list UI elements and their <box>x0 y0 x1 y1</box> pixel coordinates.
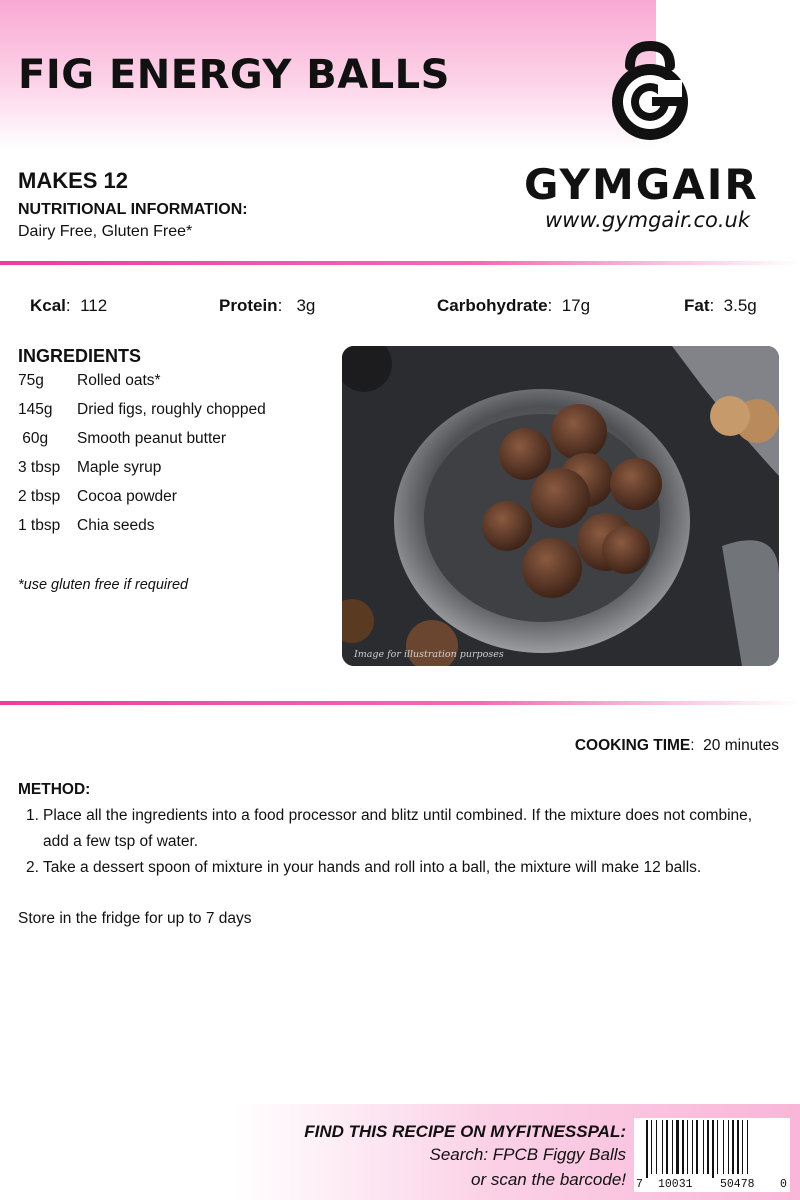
barcode-bar <box>723 1120 724 1174</box>
ingredient-item <box>18 372 161 390</box>
makes-count: MAKES 12 <box>18 168 129 193</box>
nutrient-kcal: Kcal: 112 <box>30 296 108 315</box>
kettlebell-g-logo-icon <box>600 40 700 146</box>
step-number: 2. <box>26 859 39 876</box>
nutrient-protein-label: Protein <box>219 296 278 315</box>
ingredient-item <box>18 401 266 419</box>
gluten-footnote: *use gluten free if required <box>18 577 189 593</box>
nutrient-protein: Protein: 3g <box>219 296 316 315</box>
method-step <box>26 803 760 855</box>
nutrient-kcal-value: 112 <box>80 296 108 315</box>
nutrition-heading: NUTRITIONAL INFORMATION: <box>18 201 248 218</box>
step-number: 1. <box>26 807 39 824</box>
nutrient-carbohydrate: Carbohydrate: 17g <box>437 296 591 315</box>
myfitnesspal-heading: FIND THIS RECIPE ON MYFITNESSPAL: <box>304 1122 626 1141</box>
barcode-bar <box>742 1120 743 1174</box>
barcode <box>634 1118 790 1192</box>
ingredient-name: Rolled oats* <box>77 372 161 389</box>
divider-top <box>0 261 800 265</box>
ingredient-qty: 75g <box>18 372 44 389</box>
barcode-bar <box>712 1120 714 1178</box>
barcode-group-2: 50478 <box>720 1178 755 1191</box>
recipe-title: FIG ENERGY BALLS <box>18 52 450 98</box>
ingredient-item <box>18 430 226 448</box>
cooking-time-label: COOKING TIME <box>574 737 691 754</box>
ingredient-name: Cocoa powder <box>77 488 177 505</box>
barcode-bar <box>656 1120 657 1174</box>
ingredients-heading: INGREDIENTS <box>18 346 142 366</box>
ingredient-qty: 60g <box>18 430 49 447</box>
barcode-bar <box>646 1120 648 1178</box>
barcode-bars <box>634 1118 790 1178</box>
barcode-bar <box>737 1120 739 1174</box>
brand-name: GYMGAIR <box>524 160 759 209</box>
photo-caption: Image for illustration purposes <box>354 649 504 660</box>
recipe-photo <box>342 346 779 666</box>
dietary-info: Dairy Free, Gluten Free* <box>18 223 193 240</box>
divider-middle <box>0 701 800 705</box>
brand-url: www.gymgair.co.uk <box>545 208 751 232</box>
method-heading: METHOD: <box>18 781 91 798</box>
ingredient-item <box>18 488 177 506</box>
barcode-bar <box>687 1120 688 1174</box>
barcode-bar <box>707 1120 709 1174</box>
ingredient-qty: 3 tbsp <box>18 459 61 476</box>
cooking-time: COOKING TIME: 20 minutes <box>574 737 779 754</box>
ingredient-qty: 1 tbsp <box>18 517 61 534</box>
barcode-bar <box>651 1120 652 1174</box>
barcode-bar <box>703 1120 704 1174</box>
nutrient-carbohydrate-label: Carbohydrate <box>437 296 548 315</box>
ingredient-name: Chia seeds <box>77 517 155 534</box>
barcode-group-1: 10031 <box>658 1178 693 1191</box>
nutrient-protein-value: 3g <box>296 296 316 315</box>
method-step <box>26 855 760 881</box>
myfitnesspal-search: Search: FPCB Figgy Balls <box>429 1145 626 1164</box>
barcode-bar <box>662 1120 663 1174</box>
ingredient-name: Maple syrup <box>77 459 162 476</box>
barcode-digit-right: 0 <box>780 1178 787 1191</box>
barcode-bar <box>732 1120 734 1174</box>
barcode-bar <box>717 1120 718 1174</box>
ingredient-name: Smooth peanut butter <box>77 430 227 447</box>
nutrient-fat-value: 3.5g <box>723 296 757 315</box>
barcode-bar <box>666 1120 668 1174</box>
barcode-bar <box>672 1120 673 1174</box>
ingredient-qty: 145g <box>18 401 53 418</box>
energy-balls-illustration <box>342 346 779 666</box>
barcode-bar <box>682 1120 684 1174</box>
ingredient-name: Dried figs, roughly chopped <box>77 401 266 418</box>
barcode-bar <box>692 1120 693 1174</box>
barcode-bar <box>747 1120 748 1174</box>
barcode-digit-left: 7 <box>636 1178 643 1191</box>
nutrient-fat-label: Fat <box>684 296 710 315</box>
nutrient-kcal-label: Kcal <box>30 296 66 315</box>
barcode-bar <box>676 1120 679 1174</box>
barcode-bar <box>728 1120 729 1174</box>
step-text: Take a dessert spoon of mixture in your hands and roll into a ball, the mixture will make 12 balls. <box>43 859 702 876</box>
ingredient-qty: 2 tbsp <box>18 488 61 505</box>
scan-barcode-note: or scan the barcode! <box>471 1170 626 1189</box>
step-text: Place all the ingredients into a food processor and blitz until combined. If the mixture does not combine, add a few tsp of water. <box>43 807 753 850</box>
cooking-time-value: 20 minutes <box>703 737 779 754</box>
nutrient-fat: Fat: 3.5g <box>684 296 757 315</box>
ingredient-item <box>18 459 161 477</box>
nutrient-carbohydrate-value: 17g <box>561 296 591 315</box>
storage-note: Store in the fridge for up to 7 days <box>18 910 252 927</box>
ingredient-item <box>18 517 155 535</box>
barcode-bar <box>696 1120 698 1174</box>
